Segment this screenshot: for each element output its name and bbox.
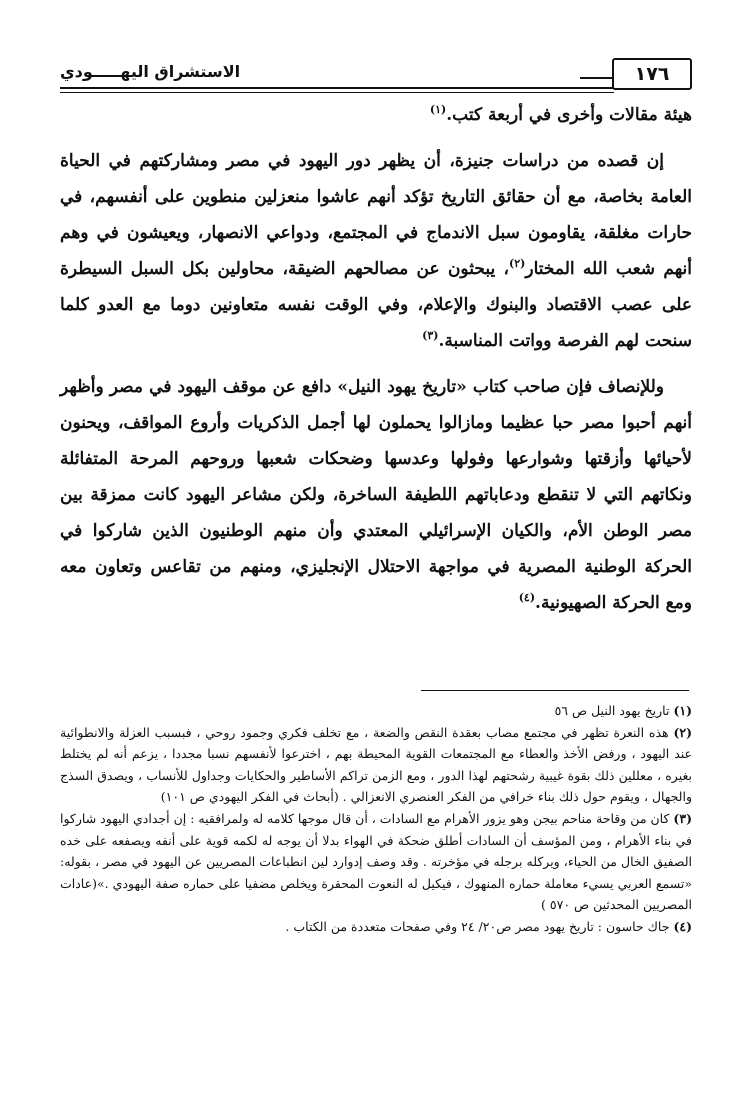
body-text — [60, 97, 692, 621]
footnote-separator — [421, 690, 689, 691]
footnote-text: هذه النعرة تظهر في مجتمع مصاب بعقدة النقص والضعة ، مع تخلف فكري وجمود روحي ، فبسبب العزلة والانطوائية عند اليهود ، ورفض الأخذ والعطاء مع المجتمعات القوية المحيطة بهم ، اخترعوا لأنفسهم نسبا مجددا ، يزعم أنه لم يختلط بغيره ، معللين ذلك بقوة غيبية رشحتهم لهذا الدور ، ومع الزمن تراكم الأساطير والحكايات وجداول للأنساب ، ويصدق السذج والجهال ، ويقوم حول ذلك بناء خرافي من الفكر العنصري الانعزالي . (أبحاث في الفكر اليهودي ص ١٠١) — [60, 724, 692, 805]
paragraph-2-text-b: ، يبحثون عن مصالحهم الضيقة، محاولين بكل السبل السيطرة على عصب الاقتصاد والبنوك والإعلام، وفي الوقت نفسه متعاونين دوما مع العدو كلما سنحت لهم الفرصة وواتت المناسبة. — [60, 259, 692, 351]
footnote-ref-3: (٣) — [422, 329, 439, 342]
paragraph-2 — [60, 143, 692, 359]
page-number: ١٧٦ — [612, 58, 692, 90]
header-rule-stub — [580, 77, 612, 79]
footnote-item — [60, 916, 692, 938]
header-rule-thin — [60, 92, 614, 93]
paragraph-3-text: وللإنصاف فإن صاحب كتاب «تاريخ يهود النيل» دافع عن موقف اليهود في مصر وأظهر أنهم أحبوا مصر حبا عظيما ومازالوا يحملون لها أجمل الذكريات وأروع المواقف، ويحنون لأحيائها وأزقتها وشوارعها وفولها وعدسها وضحكات شعبها وروحهم المرحة المتفائلة ونكاتهم التي لا تنقطع ودعاباتهم اللطيفة الساخرة، ولكن مشاعر اليهود كانت ممزقة بين مصر الوطن الأم، والكيان الإسرائيلي المعتدي وأن منهم الوطنيون الذين شاركوا في الحركة الوطنية المصرية في مواجهة الاحتلال الإنجليزي، ومنهم من تقاعس وتعاون معه ومع الحركة الصهيونية. — [60, 377, 692, 613]
footnote-ref-2: (٢) — [509, 257, 526, 270]
footnote-number: (٤) — [673, 918, 692, 934]
footnotes — [60, 700, 692, 938]
footnote-number: (٢) — [673, 724, 692, 740]
footnote-ref-4: (٤) — [518, 591, 536, 604]
footnote-text: جاك حاسون : تاريخ يهود مصر ص٢٠/ ٢٤ وفي صفحات متعددة من الكتاب . — [285, 918, 670, 934]
running-title: الاستشراق اليهـــــودي — [60, 62, 241, 81]
footnote-text: كان من وقاحة مناحم بيجن وهو يزور الأهرام مع السادات ، أن قال موجها كلامه له ولمرافقيه : إن أجدادي اليهود شاركوا في بناء الأهرام ، ومن المؤسف أن السادات أطلق ضحكة في الهواء بدلا أن يوجه له لكمه قوية على أنفه ويصفعه على خده الصفيق الخال من الحياء، ويركله برجله في مؤخرته . وقد وصف إدوارد لين انطباعات المصريين عن اليهود في مصر ، بقوله: «تسمع العربي يسيء معاملة حماره المنهوك ، فيكيل له النعوت المحقرة ويخلص مضفيا على حماره صفة اليهودي .»(عادات المصريين المحدثين ص ٥٧٠ ) — [60, 810, 692, 913]
footnote-number: (١) — [673, 703, 692, 718]
paragraph-3 — [60, 369, 692, 621]
paragraph-1-text: هيئة مقالات وأخرى في أربعة كتب. — [446, 105, 692, 125]
paragraph-1 — [60, 97, 692, 133]
footnote-item — [60, 700, 692, 722]
footnote-text: تاريخ يهود النيل ص ٥٦ — [554, 703, 670, 718]
footnote-ref-1: (١) — [429, 103, 447, 116]
footnote-item — [60, 722, 692, 808]
header-rule-thick — [60, 87, 614, 89]
footnote-number: (٣) — [673, 810, 692, 826]
footnote-item — [60, 808, 692, 916]
paragraph-2-text-a: إن قصده من دراسات جنيزة، أن يظهر دور اليهود في مصر ومشاركتهم في الحياة العامة بخاصة، مع أن حقائق التاريخ تؤكد أنهم عاشوا منعزلين منطوين على أنفسهم، في حارات مغلقة، يقاومون سبل الاندماج في المجتمع، ودواعي الانصهار، ويعيشون في وهم أنهم شعب الله المختار — [60, 151, 692, 279]
running-header — [60, 56, 692, 96]
